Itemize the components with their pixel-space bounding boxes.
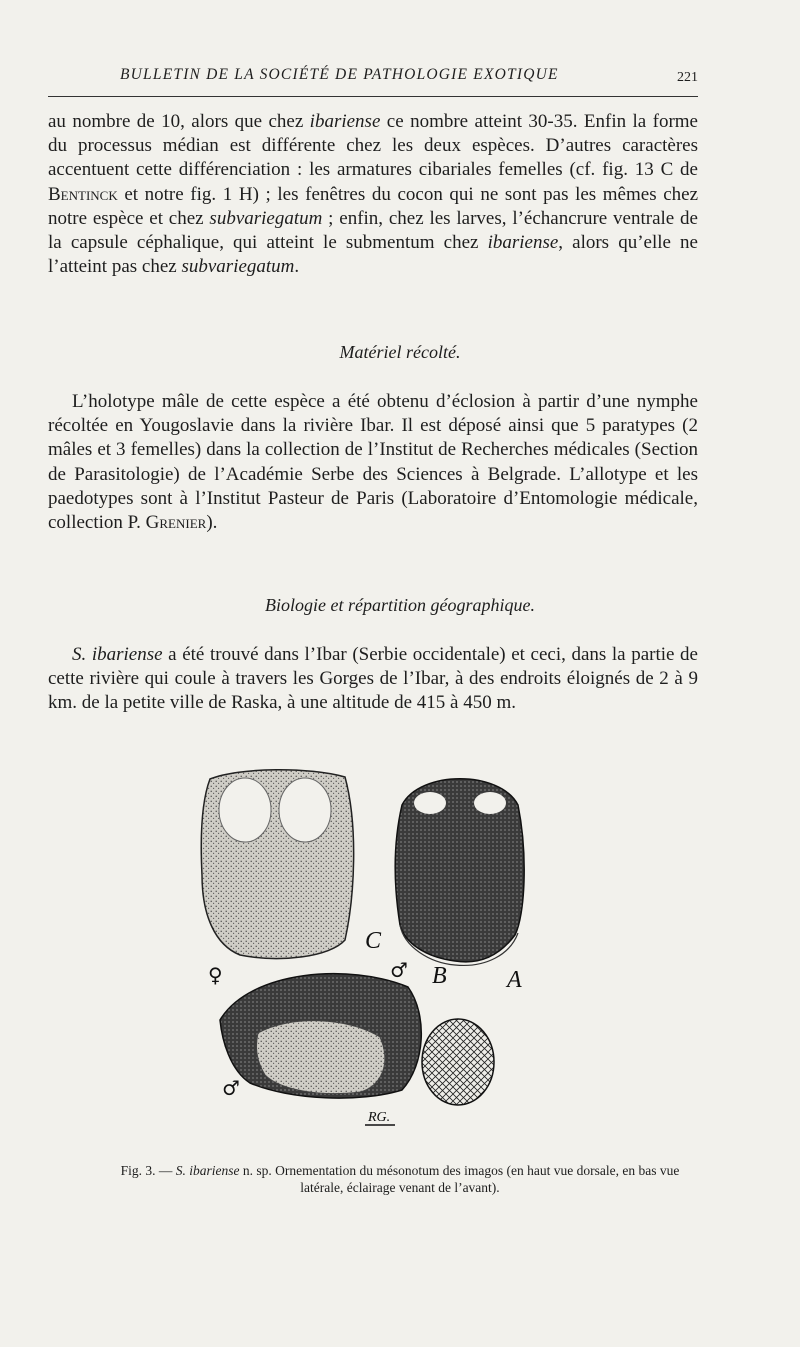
male-symbol-b: ♂ [222, 1076, 240, 1100]
female-symbol: ♀ [208, 963, 223, 987]
drawing-c-female-dorsal [201, 770, 353, 959]
label-b: B [432, 963, 447, 989]
header-rule [48, 96, 698, 97]
label-c: C [365, 928, 382, 954]
figure-caption: Fig. 3. — S. ibariense n. sp. Ornementation du mésonotum des imagos (en haut vue dorsale, en bas vue latérale, éclairage venant de l’avant). [120, 1163, 680, 1195]
figure-drawing [180, 765, 580, 1150]
materiel-paragraph: L’holotype mâle de cette espèce a été obtenu d’éclosion à partir d’une nymphe récoltée en Yougoslavie dans la rivière Ibar. Il est déposé ainsi que 5 paratypes (2 mâles et 3 femelles) dans la collection de l’Institut de Recherches médicales (Section de Parasitologie) de l’Académie Serbe des Sciences à Belgrade. L’allotype et les paedotypes sont à l’Institut Pasteur de Paris (Laboratoire d’Entomologie médicale, collection P. Grenier). [48, 391, 698, 534]
label-a: A [507, 967, 522, 993]
running-header [48, 66, 698, 92]
intro-paragraph: au nombre de 10, alors que chez ibariense ce nombre atteint 30-35. Enfin la forme du processus médian est différente chez les deux espèces. D’autres caractères accentuent cette différenciation : les armatures cibariales femelles (cf. fig. 13 C de Bentinck et notre fig. 1 H) ; les fenêtres du cocon qui ne sont pas les mêmes chez notre espèce et chez subvariegatum ; enfin, chez les larves, l’échancrure ventrale de la capsule céphalique, qui atteint le submentum chez ibariense, alors qu’elle ne l’atteint pas chez subvariegatum. [48, 111, 698, 278]
biologie-paragraph: S. ibariense a été trouvé dans l’Ibar (Serbie occidentale) et ceci, dans la partie de cette rivière qui coule à travers les Gorges de l’Ibar, à des endroits éloignés de 2 à 9 km. de la petite ville de Raska, à une altitude de 415 à 450 m. [48, 644, 698, 714]
figure-3 [180, 765, 580, 1150]
running-title: BULLETIN DE LA SOCIÉTÉ DE PATHOLOGIE EXOTIQUE [120, 66, 559, 83]
artist-signature: RG. [368, 1110, 391, 1125]
drawing-b-male-lateral [220, 974, 494, 1125]
drawing-a-male-dorsal [395, 779, 524, 966]
section-heading-biologie: Biologie et répartition géographique. [265, 595, 535, 615]
male-symbol-a: ♂ [390, 958, 408, 982]
section-heading-materiel: Matériel récolté. [339, 342, 461, 362]
page-number: 221 [677, 70, 698, 85]
